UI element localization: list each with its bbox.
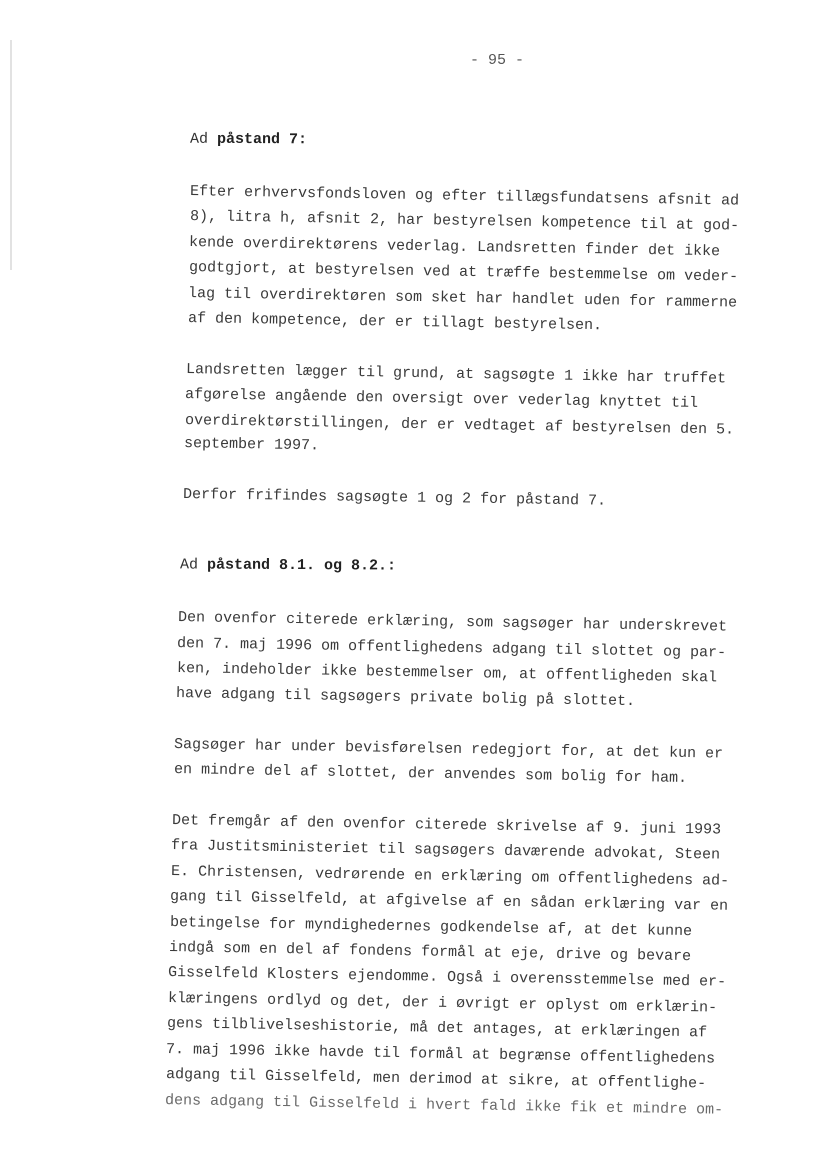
- text-line: af den kompetence, der er tillagt bestyrelsen.: [187, 310, 603, 335]
- text-line: overdirektørstillingen, der er vedtaget af bestyrelsen den 5.: [184, 412, 735, 439]
- text-line: lag til overdirektøren som sket har handlet uden for rammerne: [187, 285, 738, 312]
- text-line: Gisselfeld Klosters ejendomme. Også i overensstemmelse med er-: [167, 964, 727, 991]
- text-line: Landsretten lægger til grund, at sagsøgte 1 ikke har truffet: [185, 361, 727, 388]
- scan-margin-mark: [10, 40, 12, 270]
- text-line: Efter erhvervsfondsloven og efter tillægsfundatsens afsnit ad: [189, 183, 740, 210]
- text-line: ken, indeholder ikke bestemmelser om, at offentligheden skal: [176, 660, 718, 687]
- text-line: have adgang til sagsøgers private bolig på slottet.: [175, 685, 636, 711]
- heading-suffix: :: [387, 557, 397, 575]
- section-heading-2: [180, 556, 396, 574]
- heading-suffix: :: [297, 131, 308, 149]
- text-line: 8), litra h, afsnit 2, har bestyrelsen kompetence til at god-: [189, 208, 740, 235]
- text-line: kende overdirektørens vederlag. Landsretten finder det ikke: [188, 234, 721, 261]
- page-number: - 95 -: [470, 52, 525, 69]
- text-line: E. Christensen, vedrørende en erklæring om offentlighedens ad-: [170, 863, 730, 890]
- heading-prefix: Ad: [179, 556, 208, 574]
- text-line: betingelse for myndighedernes godkendelse af, at det kunne: [169, 914, 693, 941]
- text-line: godtgjort, at bestyrelsen ved at træffe bestemmelse om veder-: [188, 259, 739, 286]
- text-line: adgang til Gisselfeld, men derimod at sikre, at offentlighe-: [165, 1066, 707, 1093]
- text-line: dens adgang til Gisselfeld i hvert fald ikke fik et mindre om-: [164, 1092, 724, 1119]
- text-line: Den ovenfor citerede erklæring, som sagsøger har underskrevet: [177, 609, 728, 636]
- heading-bold: påstand 8.1. og 8.2.: [206, 556, 388, 575]
- text-line: september 1997.: [183, 435, 320, 455]
- heading-bold: påstand 7: [216, 130, 299, 149]
- text-line: Sagsøger har under bevisførelsen redegjort for, at det kun er: [173, 736, 724, 763]
- text-line: 7. maj 1996 ikke havde til formål at begrænse offentlighedens: [165, 1041, 716, 1068]
- text-line: indgå som en del af fondens formål at eje, drive og bevare: [168, 939, 692, 966]
- text-line: Derfor frifindes sagsøgte 1 og 2 for påstand 7.: [182, 486, 607, 510]
- text-line: gens tilblivelseshistorie, må det antages, at erklæringen af: [166, 1015, 708, 1042]
- heading-prefix: Ad: [189, 130, 218, 148]
- text-line: fra Justitsministeriet til sagsøgers daværende advokat, Steen: [170, 837, 721, 864]
- text-line: klæringens ordlyd og det, der i øvrigt er oplyst om erklærin-: [167, 990, 718, 1017]
- text-line: Det fremgår af den ovenfor citerede skrivelse af 9. juni 1993: [171, 812, 722, 839]
- text-line: en mindre del af slottet, der anvendes som bolig for ham.: [173, 761, 688, 787]
- section-heading-1: [190, 131, 307, 149]
- text-line: gang til Gisselfeld, at afgivelse af en sådan erklæring var en: [169, 888, 729, 915]
- text-line: den 7. maj 1996 om offentlighedens adgang til slottet og par-: [176, 635, 727, 662]
- text-line: afgørelse angående den oversigt over vederlag knyttet til: [184, 386, 699, 412]
